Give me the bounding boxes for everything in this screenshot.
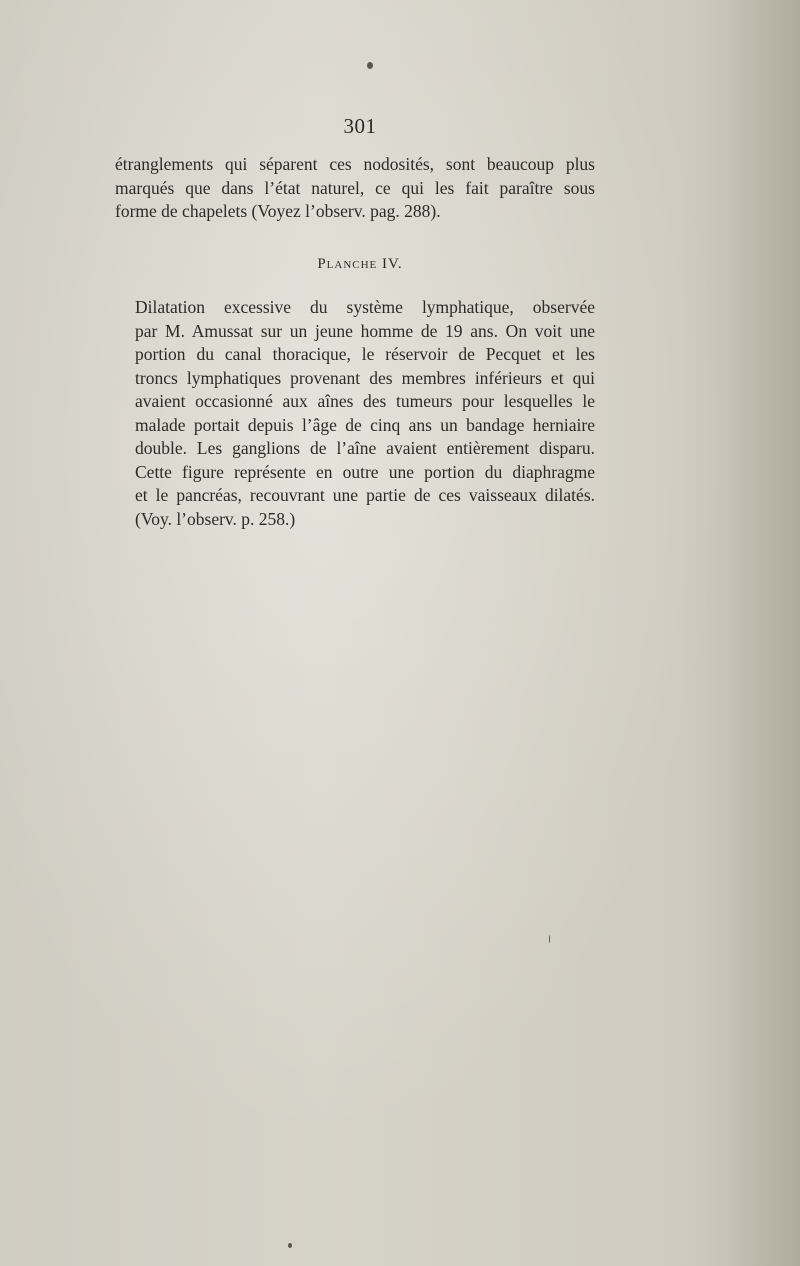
text-line: (Voy. l’observ. p. 258.) [135, 508, 296, 529]
text-line: marqués que dans l’état naturel, ce qui les fait paraître sous [115, 177, 595, 198]
paper-speck [367, 62, 373, 69]
text-line: étranglements qui séparent ces nodosités, sont beaucoup plus [115, 154, 595, 174]
top-paragraph [115, 153, 595, 224]
text-line: Cette figure représente en outre une portion du diaphragme [135, 461, 595, 482]
paper-speck [549, 935, 550, 943]
text-line: forme de chapelets (Voyez l’observ. pag. 288). [115, 201, 441, 221]
text-line: double. Les ganglions de l’aîne avaient entièrement disparu. [135, 438, 595, 458]
text-line: malade portait depuis l’âge de cinq ans un bandage herniaire [135, 414, 595, 435]
page-edge-shadow [720, 0, 800, 1266]
plate-description [115, 296, 595, 531]
text-line: avaient occasionné aux aînes des tumeurs pour lesquelles le [135, 391, 595, 411]
page-number: 301 [343, 114, 377, 138]
text-line: Dilatation excessive du système lymphatique, observée [135, 297, 595, 317]
text-line: troncs lymphatiques provenant des membres inférieurs et qui [135, 367, 595, 388]
paper-speck [288, 1243, 292, 1248]
show-through-band-1 [130, 245, 146, 298]
text-line: et le pancréas, recouvrant une partie de ces vaisseaux dilatés. [135, 485, 595, 505]
text-line: portion du canal thoracique, le réservoir de Pecquet et les [135, 344, 595, 364]
text-line: par M. Amussat sur un jeune homme de 19 ans. On voit une [135, 320, 595, 341]
plate-heading: Planche IV. [317, 256, 403, 272]
